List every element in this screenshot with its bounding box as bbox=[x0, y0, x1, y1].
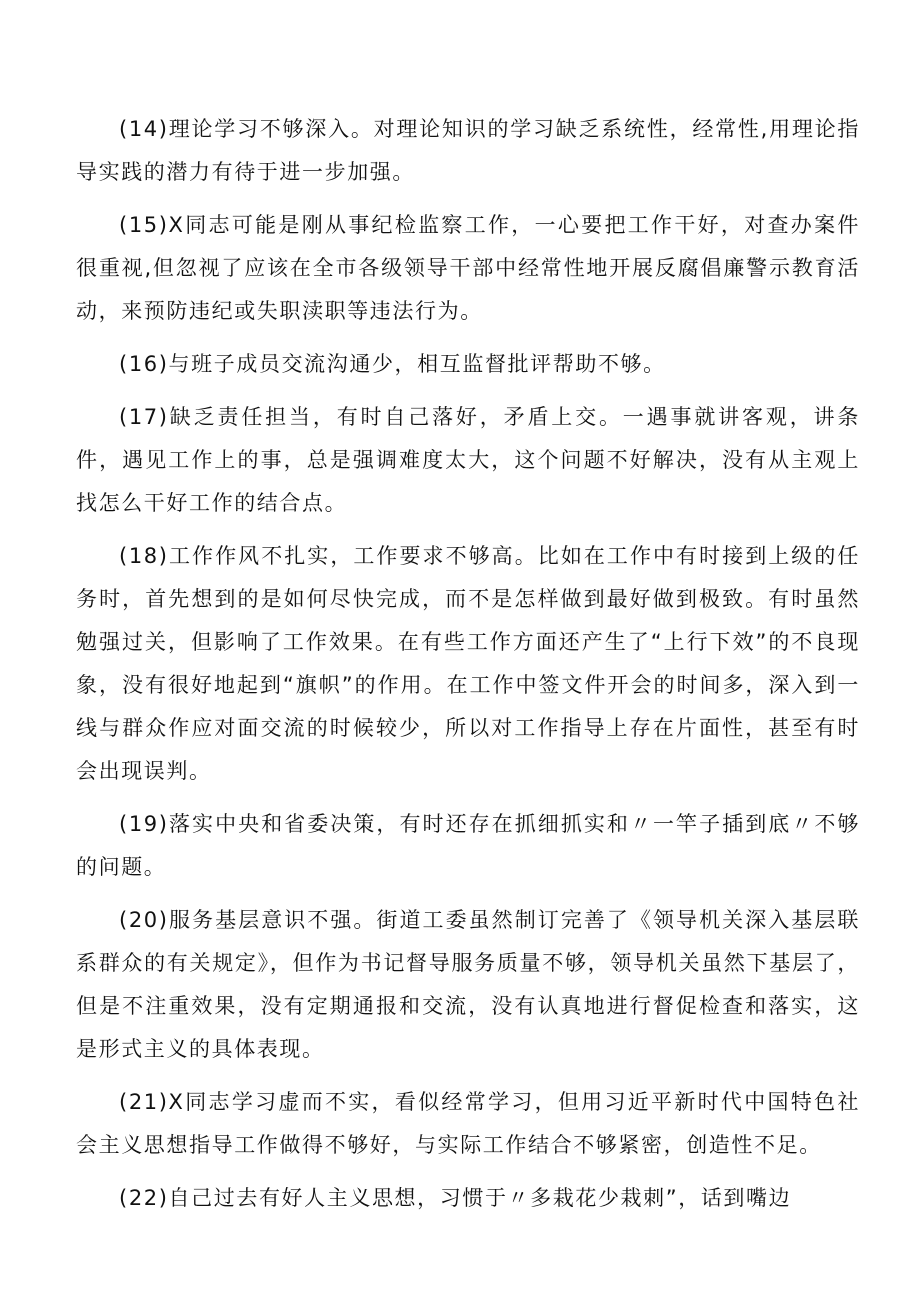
paragraph-19: (19)落实中央和省委决策，有时还存在抓细抓实和〃一竿子插到底〃不够的问题。 bbox=[76, 812, 860, 879]
paragraph-21: (21)X同志学习虚而不实，看似经常学习，但用习近平新时代中国特色社会主义思想指导工作做得不够好，与实际工作结合不够紧密，创造性不足。 bbox=[76, 1090, 860, 1157]
paragraph-17: (17)缺乏责任担当，有时自己落好，矛盾上交。一遇事就讲客观，讲条件，遇见工作上的事，总是强调难度太大，这个问题不好解决，没有从主观上找怎么干好工作的结合点。 bbox=[76, 405, 860, 515]
paragraph-16: (16)与班子成员交流沟通少，相互监督批评帮助不够。 bbox=[119, 352, 666, 376]
paragraph-20: (20)服务基层意识不强。街道工委虽然制订完善了《领导机关深入基层联系群众的有关规定》，但作为书记督导服务质量不够，领导机关虽然下基层了，但是不注重效果，没有定期通报和交流，没有认真地进行督促检查和落实，这是形式主义的具体表现。 bbox=[76, 908, 860, 1061]
paragraph-15: (15)X同志可能是刚从事纪检监察工作，一心要把工作干好，对查办案件很重视,但忽视了应该在全市各级领导干部中经常性地开展反腐倡廉警示教育活动，来预防违纪或失职渎职等违法行为。 bbox=[76, 213, 860, 323]
paragraph-22: (22)自己过去有好人主义思想，习惯于〃多栽花少栽刺”，话到嘴边 bbox=[119, 1186, 792, 1210]
paragraph-14: (14)理论学习不够深入。对理论知识的学习缺乏系统性，经常性,用理论指导实践的潜力有待于进一步加强。 bbox=[76, 117, 860, 184]
paragraph-18: (18)工作作风不扎实，工作要求不够高。比如在工作中有时接到上级的任务时，首先想到的是如何尽快完成，而不是怎样做到最好做到极致。有时虽然勉强过关，但影响了工作效果。在有些工作方面还产生了“上行下效”的不良现象，没有很好地起到“旗帜”的作用。在工作中签文件开会的时间多，深入到一线与群众作应对面交流的时候较少，所以对工作指导上存在片面性，甚至有时会出现误判。 bbox=[76, 544, 860, 783]
